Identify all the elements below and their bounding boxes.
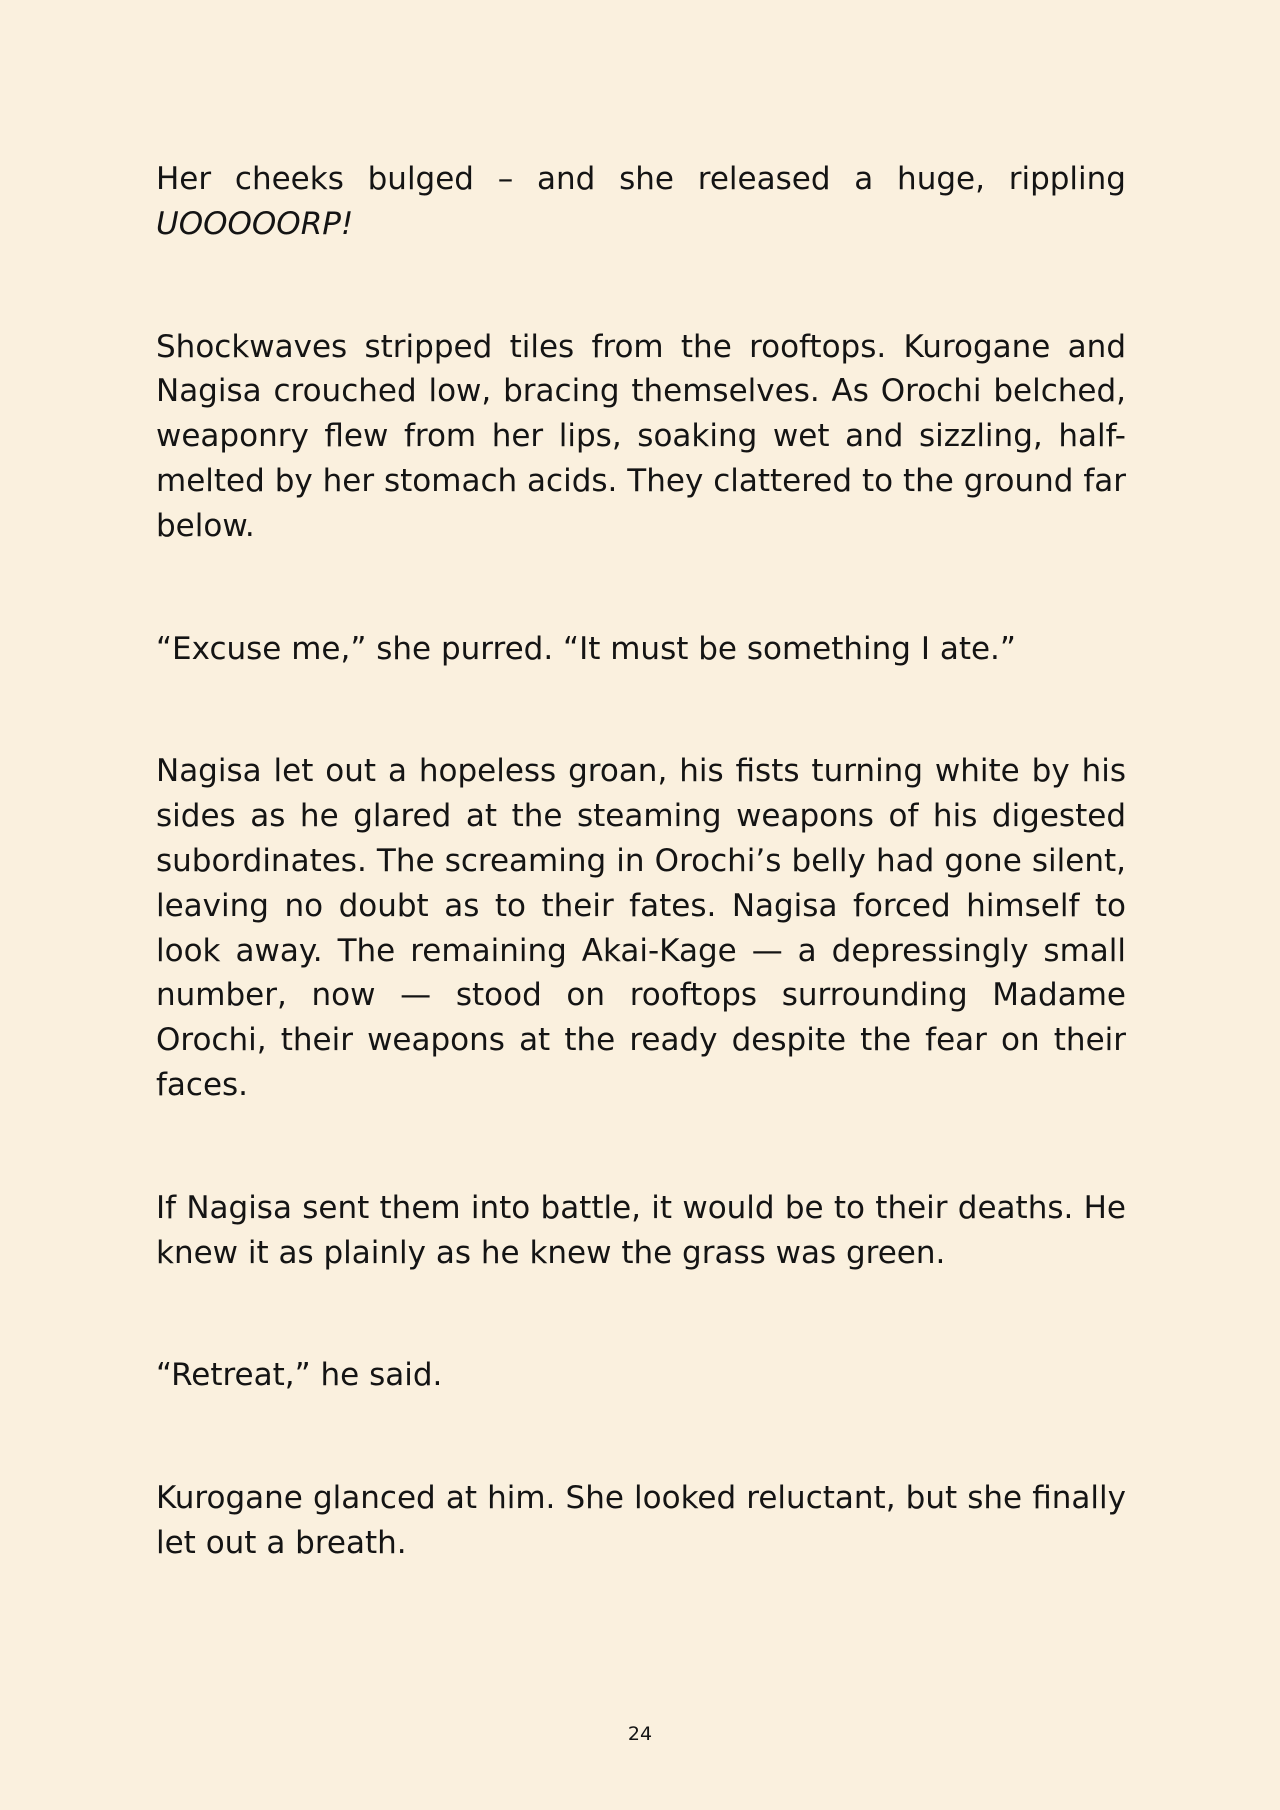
paragraph-5: If Nagisa sent them into battle, it would be to their deaths. He knew it as plainly as he knew the grass was green. [156,1189,1126,1271]
paragraph-1-emphasis: UOOOOORP! [156,205,354,242]
page-number: 24 [627,1723,653,1745]
page-body [156,157,1126,1566]
paragraph-3: “Excuse me,” she purred. “It must be something I ate.” [156,630,1016,667]
paragraph-2: Shockwaves stripped tiles from the rooftops. Kurogane and Nagisa crouched low, bracing themselves. As Orochi belched, weaponry flew from her lips, soaking wet and sizzling, half-melted by her stomach acids. They clattered to the ground far below. [156,328,1126,544]
paragraph-6: “Retreat,” he said. [156,1357,443,1394]
paragraph-7: Kurogane glanced at him. She looked reluctant, but she finally let out a breath. [156,1480,1126,1561]
paragraph-1 [156,157,1126,247]
paragraph-4: Nagisa let out a hopeless groan, his fists turning white by his sides as he glared at the steaming weapons of his digested subordinates. The screaming in Orochi’s belly had gone silent, leaving no doubt as to their fates. Nagisa forced himself to look away. The remaining Akai-Kage — a depressingly small number, now — stood on rooftops surrounding Madame Orochi, their weapons at the ready despite the fear on their faces. [156,753,1126,1103]
paragraph-1-text: Her cheeks bulged – and she released a huge, rippling [156,161,1126,197]
